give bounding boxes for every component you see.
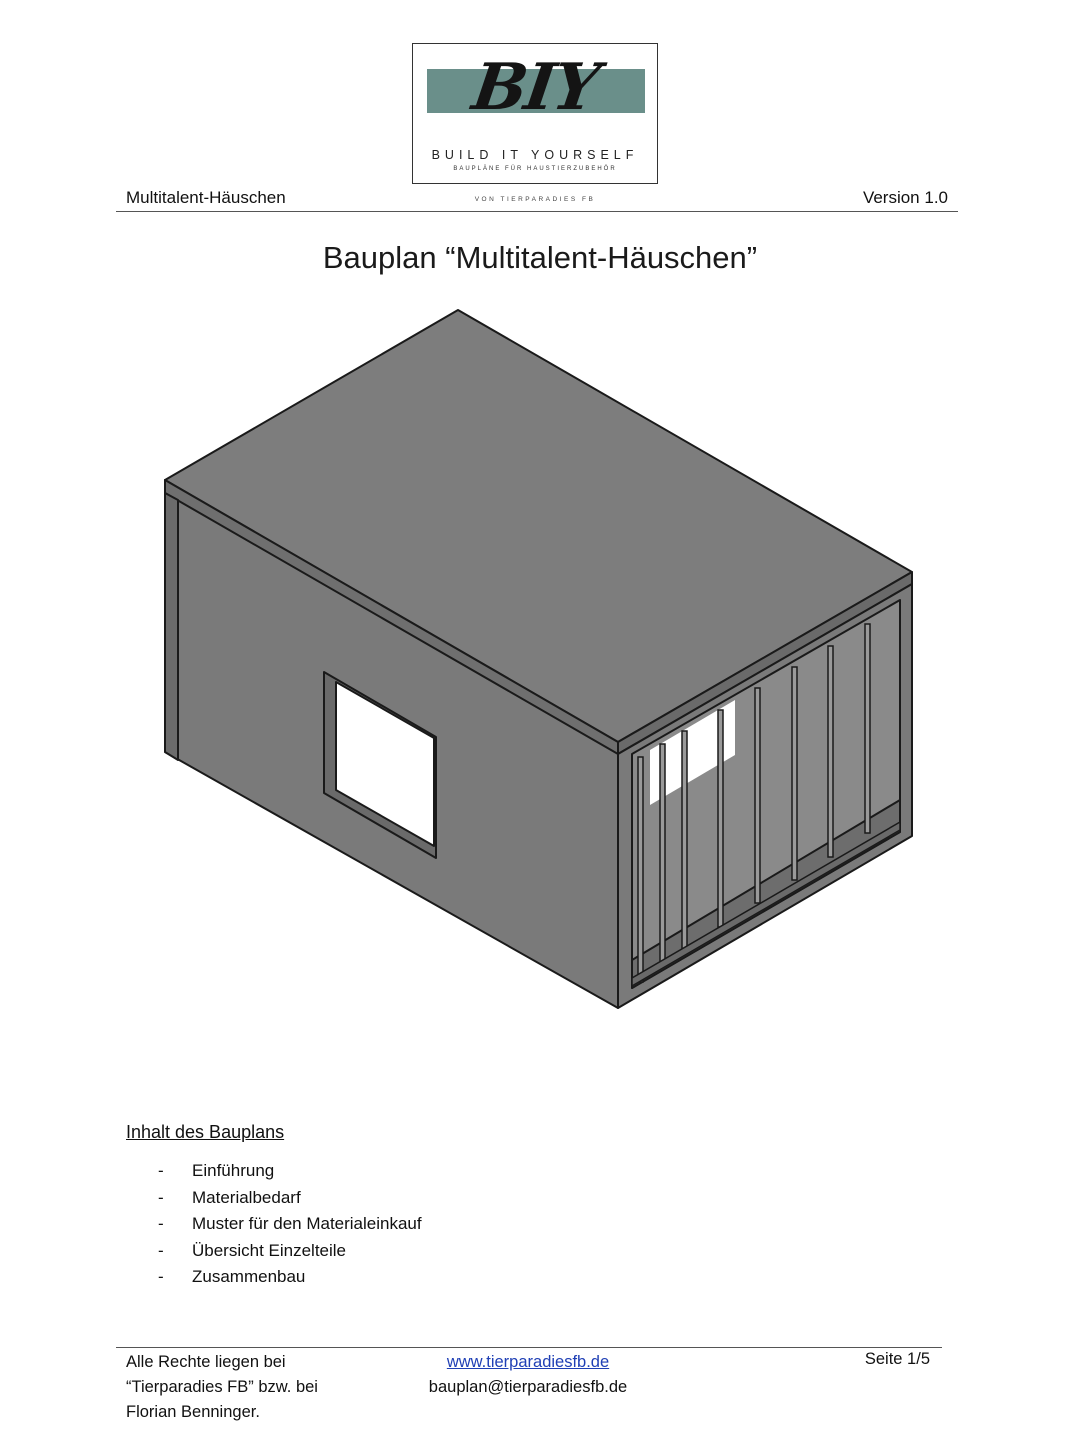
footer-rule <box>116 1347 942 1348</box>
bullet-dash: - <box>158 1187 164 1207</box>
footer-rights-line: Alle Rechte liegen bei <box>126 1353 286 1371</box>
gate-bar <box>792 667 797 880</box>
toc-list <box>158 1161 422 1294</box>
list-item <box>158 1214 422 1241</box>
toc-item: Einführung <box>192 1161 275 1180</box>
logo-letters: BIY <box>467 50 603 125</box>
website-link[interactable]: www.tierparadiesfb.de <box>446 1353 610 1371</box>
gate-bar <box>865 624 870 833</box>
gate-bar <box>718 710 723 927</box>
list-item <box>158 1267 422 1294</box>
list-item <box>158 1161 422 1188</box>
footer-contact <box>378 1350 678 1400</box>
bullet-dash: - <box>158 1214 164 1233</box>
gate-bar <box>682 731 687 951</box>
header-document-name: Multitalent-Häuschen <box>126 188 286 207</box>
bullet-dash: - <box>158 1240 164 1260</box>
gate-bar <box>828 646 833 857</box>
toc-item: Muster für den Materialeinkauf <box>192 1214 422 1233</box>
logo-subline: BAUPLÄNE FÜR HAUSTIERZUBEHÖR <box>453 166 617 172</box>
logo-tagline: BUILD IT YOURSELF <box>431 148 639 162</box>
footer-rights-line: “Tierparadies FB” bzw. bei <box>126 1378 318 1396</box>
logo-by-line: VON TIERPARADIES FB <box>474 196 596 203</box>
toc-heading: Inhalt des Bauplans <box>126 1122 285 1142</box>
bullet-dash: - <box>158 1267 164 1286</box>
bullet-dash: - <box>158 1161 164 1180</box>
page-number: Seite 1/5 <box>864 1350 930 1368</box>
corner-post-left <box>165 493 178 760</box>
footer-rights <box>126 1350 318 1425</box>
page-title: Bauplan “Multitalent-Häuschen” <box>322 240 758 275</box>
header-version: Version 1.0 <box>862 188 948 207</box>
gate-bar <box>755 688 760 903</box>
gate-bar <box>638 757 643 982</box>
gate-bar <box>660 744 665 966</box>
list-item <box>158 1241 422 1268</box>
footer-email: bauplan@tierparadiesfb.de <box>428 1378 628 1396</box>
footer-rights-line: Florian Benninger. <box>126 1403 260 1421</box>
toc-item: Übersicht Einzelteile <box>192 1240 347 1260</box>
toc-item: Materialbedarf <box>192 1187 301 1207</box>
toc-item: Zusammenbau <box>192 1267 306 1286</box>
list-item <box>158 1188 422 1215</box>
